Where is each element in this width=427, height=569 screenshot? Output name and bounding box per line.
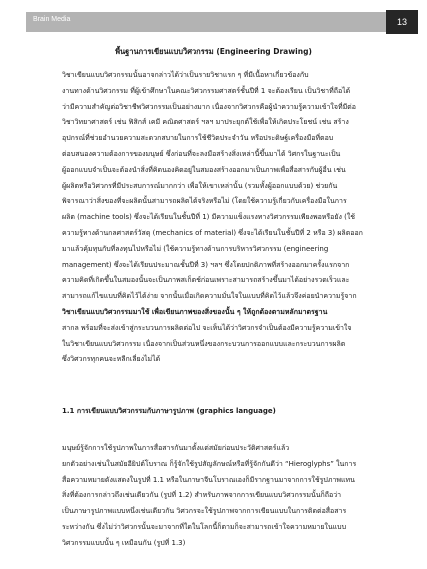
paragraph-line: อุปกรณ์ที่ช่วยอำนวยความสะดวกสบายในการใช้ชีวิตประจำวัน หรือประดิษฐ์เครื่องมือที่ตอบ [62,134,334,143]
paragraph-line: พิจารณาว่าสิ่งของที่จะผลิตนั้นสามารถผลิตได้จริงหรือไม่ (โดยใช้ความรู้เกี่ยวกับเครื่องมือในการ [62,197,347,206]
paragraph-line: ผลิต (machine tools) ซึ่งจะได้เรียนในชั้นปีที่ 1) มีความแข็งแรงทางวิศวกรรมเพียงพอหรือยัง (ใช้ [62,213,356,222]
paragraph-line: management) ซึ่งจะได้เรียนประมาณชั้นปีที่ 3) ฯลฯ ซึ่งโดยปกติภาพที่สร้างออกมาครั้งแรกจาก [62,260,350,269]
paragraph-line: สากล พร้อมที่จะส่งเข้าสู่กระบวนการผลิตต่อไป จะเห็นได้ว่าวิศวกรจำเป็นต้องมีความรู้ความเข้าใจ [62,323,352,332]
paragraph-line: สื่อความหมายดังแสดงในรูปที่ 1.1 หรือในภาษาจีนโบราณเองก็มีรากฐานมาจากการใช้รูปภาพแทน [62,475,355,484]
paragraph-line: วิชาวิทยาศาสตร์ เช่น ฟิสิกส์ เคมี คณิตศาสตร์ ฯลฯ มาประยุกต์ใช้เพื่อให้เกิดประโยชน์ เช่น สร้าง [62,118,349,127]
paragraph-line: ความรู้ทางด้านกลศาสตร์วัสดุ (mechanics of material) ซึ่งจะได้เรียนในชั้นปีที่ 2 หรือ 3) ผลิตออก [62,228,363,237]
paragraph-line: ซึ่งวิศวกรทุกคนจะหลีกเลี่ยงไม่ได้ [62,355,161,364]
paragraph-line-bold: วิชาเขียนแบบวิศวกรรมมาใช้ เพื่อเขียนภาพของสิ่งของนั้น ๆ ให้ถูกต้องตามหลักมาตรฐาน [62,307,328,316]
page-number: 13 [386,10,418,34]
paragraph-line: มนุษย์รู้จักการใช้รูปภาพในการสื่อสารกันมาตั้งแต่สมัยก่อนประวัติศาสตร์แล้ว [62,444,290,452]
paragraph-line: วิศวกรรมแบบนั้น ๆ เหมือนกัน (รูปที่ 1.3) [62,538,186,547]
intro-paragraph [62,68,378,368]
paragraph-line: ยกตัวอย่างเช่นในสมัยอียิปต์โบราณ ก็รู้จักใช้รูปสัญลักษณ์หรือที่รู้จักกันดีว่า “Hieroglyphs” ในการ [62,459,357,468]
brand-name: Brain Media [33,16,71,23]
paragraph-line: ต่อบสนองความต้องการของมนุษย์ ซึ่งก่อนที่จะลงมือสร้างสิ่งเหล่านี้ขึ้นมาได้ วิศกรในฐานะเป็น [62,149,341,158]
section-paragraph [62,441,378,552]
paragraph-line: ในวิชาเขียนแบบวิศวกรรม เนื่องจากเป็นส่วนหนึ่งของกระบวนการออกแบบและกระบวนการผลิต [62,339,346,348]
paragraph-line: ความคิดที่เกิดขึ้นในสมองนั้นจะเป็นภาพสเก็ตช์ก่อนเพราะสามารถสร้างขึ้นมาได้อย่างรวดเร็วและ [62,276,350,285]
paragraph-line: เป็นภาษารูปภาพแบบหนึ่งเช่นเดียวกัน วิศวกรจะใช้รูปภาพจากการเขียนแบบในการติดต่อสื่อสาร [62,507,347,516]
paragraph-line: มาแล้วคุ้มทุนกับที่ลงทุนไปหรือไม่ (ใช้ความรู้ทางด้านการบริหารวิศวกรรม (engineering [62,244,329,253]
paragraph-line: ระหว่างกัน ซึ่งไม่ว่าวิศวกรนั้นจะมาจากที่ใดในโลกนี้ก็ตามก็จะสามารถเข้าใจความหมายในแบบ [62,522,347,531]
paragraph-line: ผู้ออกแบบจำเป็นจะต้องนำสิ่งที่คิดนองคิดอยู่ในสมองสร้างออกมาเป็นภาพเพื่อสื่อสารกับผู้อื่น เช่น [62,165,346,174]
paragraph-line: ว่ามีความสำคัญต่อวิชาชีพวิศวกรรมเป็นอย่างมาก เนื่องจากวิศวกรคือผู้นำความรู้ความเข้าใจที่มีต่อ [62,102,356,111]
page-title: พื้นฐานการเขียนแบบวิศวกรรม (Engineering Drawing) [115,47,312,56]
paragraph-line: วิชาเขียนแบบวิศวกรรมนั้นอาจกล่าวได้ว่าเป็นรายวิชาแรก ๆ ที่มีเนื้อหาเกี่ยวข้องกับ [62,71,309,79]
paragraph-line: ผู้ผลิตหรือวิศวกรที่มีประสบการณ์มากกว่า เพื่อให้เขาเหล่านั้น (รวมทั้งผู้ออกแบบด้วย) ช่วยกัน [62,181,338,190]
page-header [26,12,418,32]
paragraph-line: งานทางด้านวิศวกรรม ที่ผู้เข้าศึกษาในคณะวิศวกรรมศาสตร์ชั้นปีที่ 1 จะต้องเรียน เป็นวิชาที่ถือได้ [62,86,351,95]
paragraph-line: สิ่งที่ต้องการกล่าวถึงเช่นเดียวกัน (รูปที่ 1.2) สำหรับภาพจากการเขียนแบบวิศวกรรมนั้นก็ถือว่า [62,491,342,500]
section-heading: 1.1 การเขียนแบบวิศวกรรมกับภาษารูปภาพ (graphics language) [62,407,276,415]
paragraph-line: สามารถแก้ไขแบบที่คิดไว้ได้ง่าย จากนั้นเมื่อเกิดความมั่นใจในแบบที่คิดไว้แล้วจึงค่อยนำความรู้จาก [62,292,357,301]
